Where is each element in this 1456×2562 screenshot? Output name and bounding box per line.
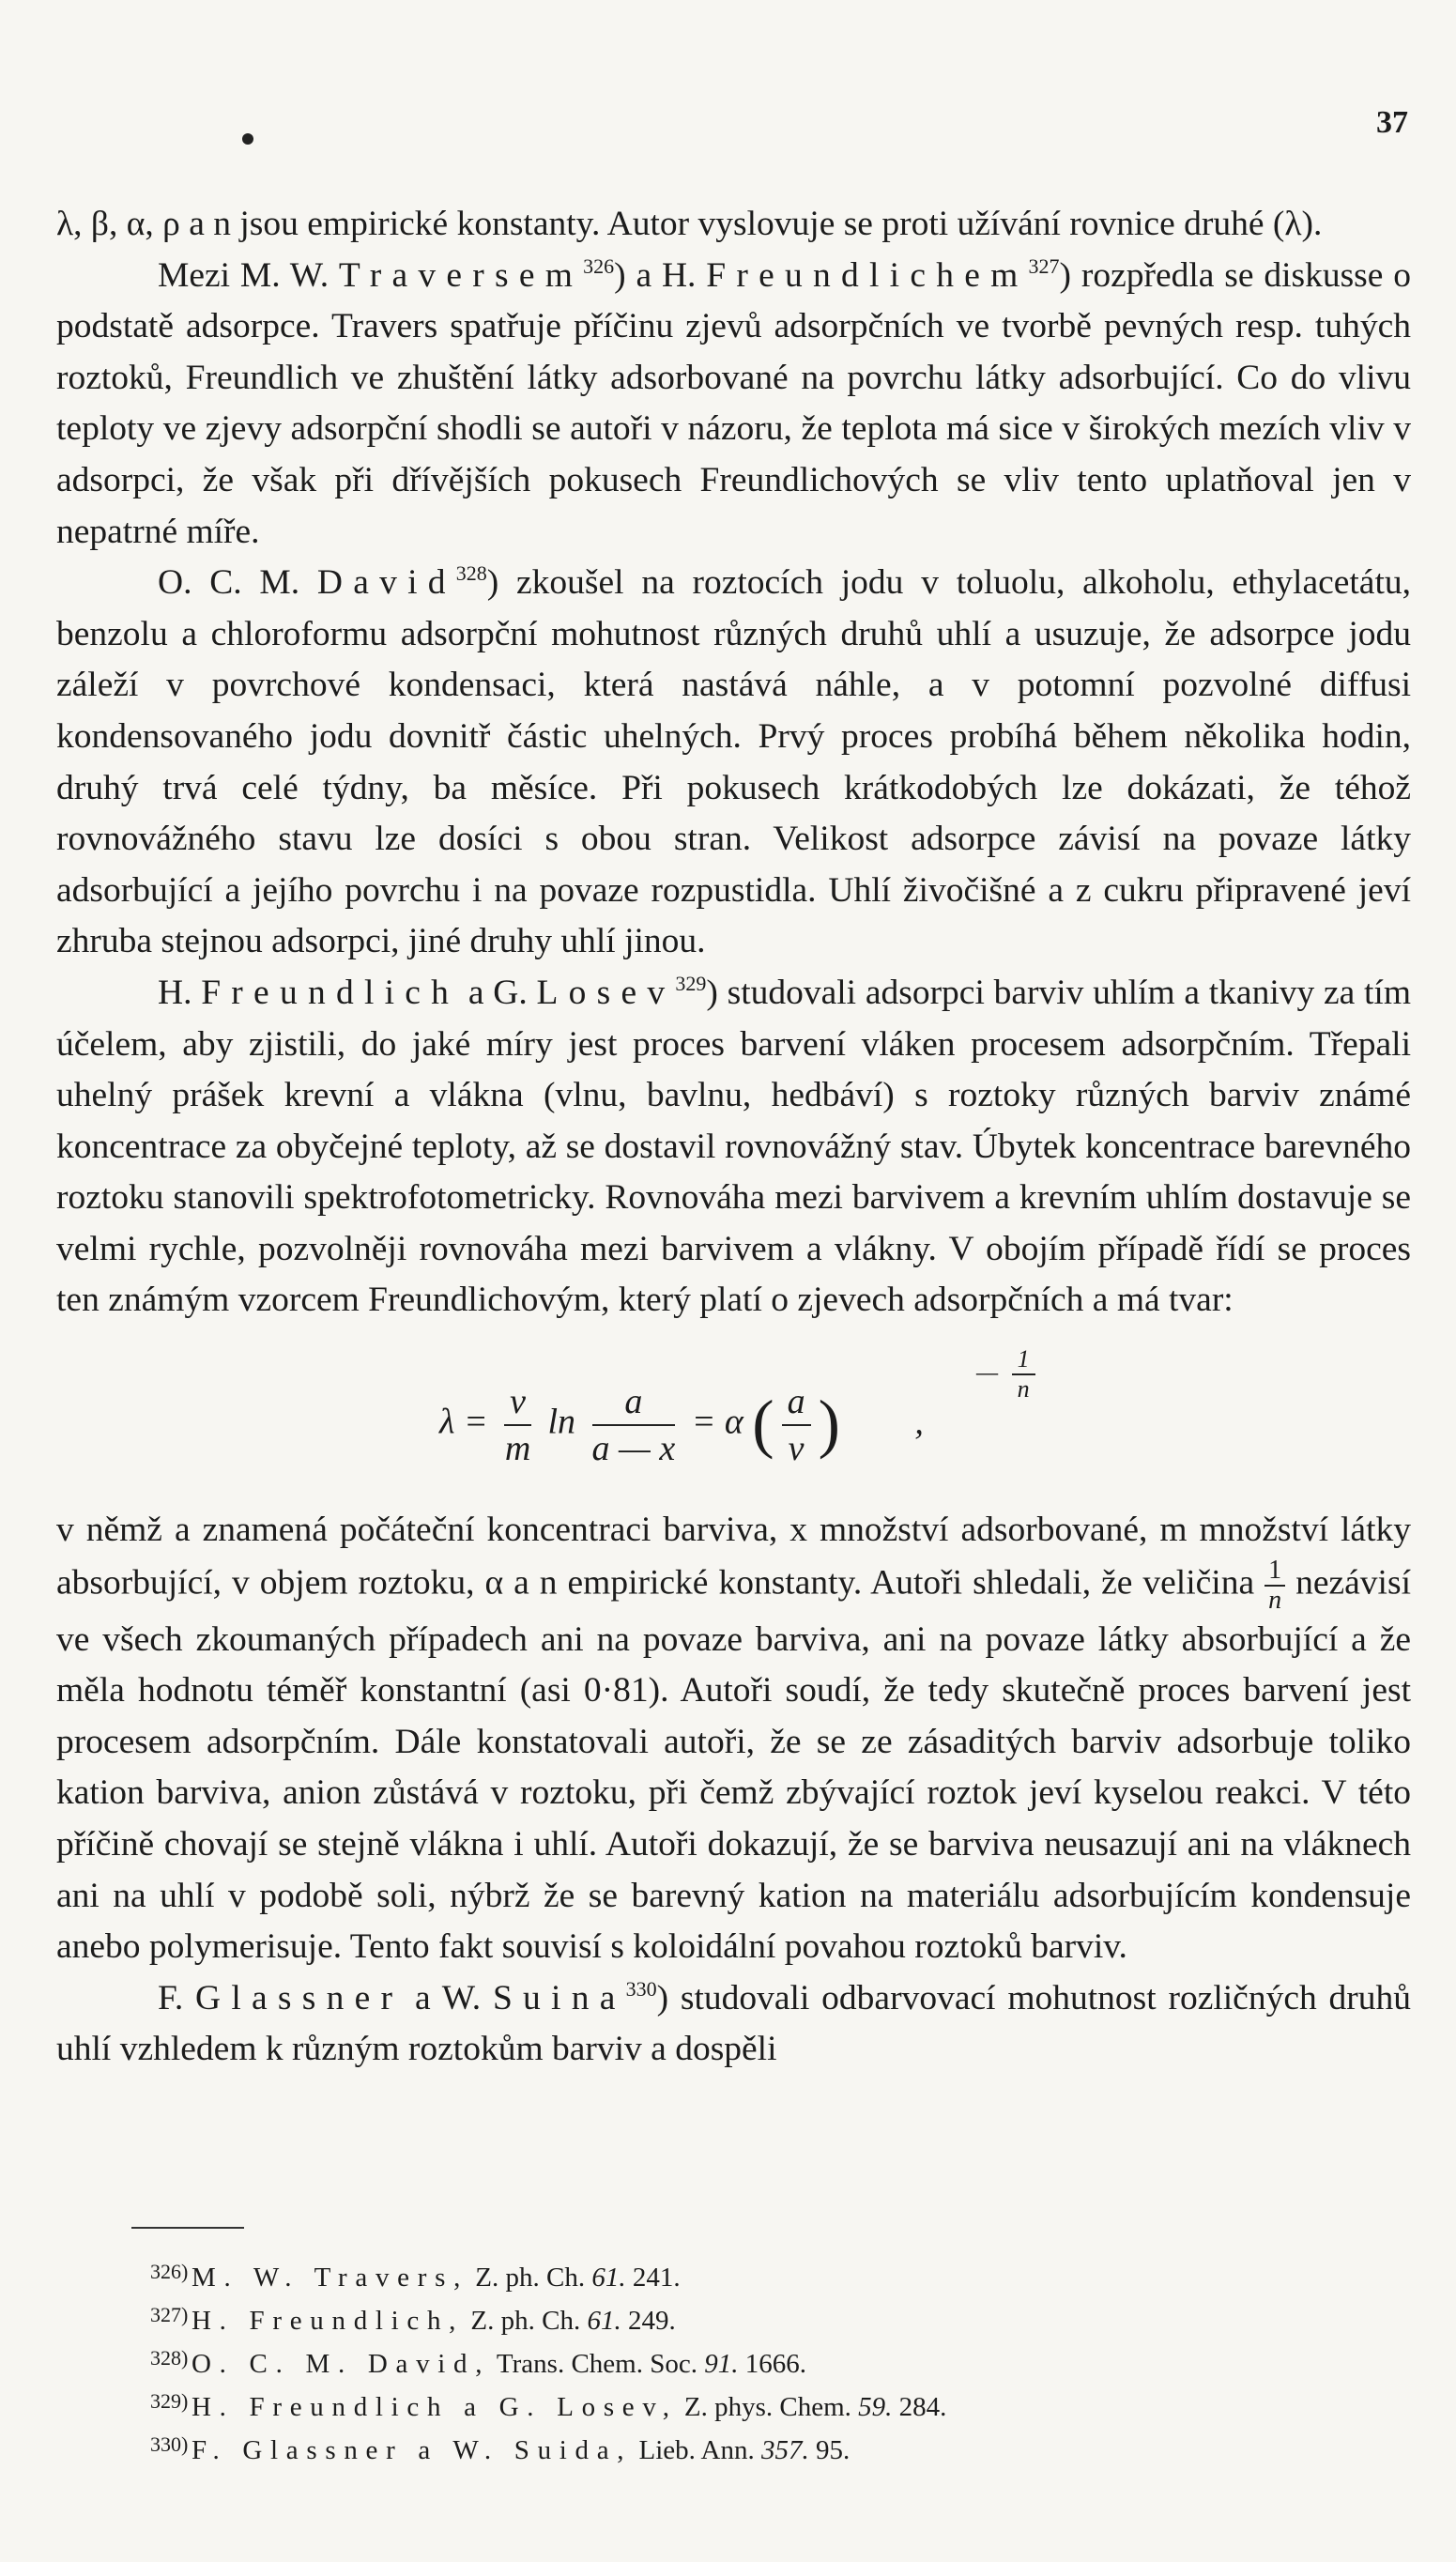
footnote-volume: 59. bbox=[858, 2392, 893, 2422]
footnote-329 bbox=[150, 2383, 1277, 2426]
frac-num-a: a bbox=[592, 1379, 676, 1426]
footnote-author: O. C. M. David, bbox=[192, 2349, 491, 2379]
paragraph-2 bbox=[56, 251, 1411, 559]
body-text bbox=[56, 199, 1411, 2076]
author-losev: Losev bbox=[536, 973, 676, 1012]
frac-num-a2: a bbox=[782, 1379, 811, 1426]
footnote-mark: 326) bbox=[150, 2260, 189, 2283]
author-freundlichem: Freundlichem bbox=[706, 255, 1029, 295]
footnote-page: 284. bbox=[892, 2392, 947, 2422]
footnote-author: H. Freundlich a G. Losev, bbox=[192, 2392, 678, 2422]
paragraph-5 bbox=[56, 1505, 1411, 1973]
footnote-author: F. Glassner a W. Suida, bbox=[192, 2435, 633, 2465]
paragraph-1 bbox=[56, 199, 1411, 251]
footnote-author: M. W. Travers, bbox=[192, 2263, 469, 2293]
paragraph-3 bbox=[56, 558, 1411, 968]
footnote-source: Trans. Chem. Soc. bbox=[490, 2349, 705, 2379]
footnote-mark: 330) bbox=[150, 2432, 189, 2456]
exp-minus: — bbox=[976, 1358, 999, 1387]
footnote-page: 249. bbox=[621, 2306, 676, 2336]
footnote-rule bbox=[131, 2227, 244, 2229]
author-david: David bbox=[316, 563, 456, 603]
page-dot-mark bbox=[242, 133, 253, 145]
p3-text-2: ) zkoušel na roztocích jodu v toluolu, alkoholu, ethylacetátu, benzolu a chloroformu adsorpční mohutnost různých druhů uhlí a usuzuje, že adsorpce jodu záleží v povrchové kondensaci, která nastává náhle, a v potomní pozvolné diffusi kondensovaného jodu dovnitř částic uhelných. Prvý proces probíhá během několika hodin, druhý trvá celé týdny, ba měsíce. Při pokusech krátkodobých lze dokázati, že téhož rovnovážného stavu lze dosíci s obou stran. Velikost adsorpce závisí na povaze látky adsorbující a jejího povrchu i na povaze rozpustidla. Uhlí živočišné a z cukru připravené jeví zhruba stejnou adsorpci, jiné druhy uhlí jinou. bbox=[56, 563, 1411, 961]
author-suina: Suina bbox=[492, 1978, 626, 2017]
p6-text-3: ) studovali odbarvovací mohutnost rozličných druhů uhlí vzhledem k různým roztokům barviv a dospěli bbox=[56, 1978, 1412, 2069]
footnote-page: 95. bbox=[808, 2435, 851, 2465]
p6-text-2: a W. bbox=[403, 1978, 493, 2017]
p4-text-3: ) studovali adsorpci barviv uhlím a tkanivy za tím účelem, aby zjistili, do jaké míry jest proces barvení vláken procesem adsorpčním. Třepali uhelný prášek krevní a vlákna (vlnu, bavlnu, hedbáví) s roztoky různých barviv známé koncentrace za obyčejné teploty, až se dostavil rovnovážný stav. Úbytek koncentrace barevného roztoku stanovili spektrofotometricky. Rovnováha mezi barvivem a krevním uhlím dostavuje se velmi rychle, pozvolněji rovnováha mezi barvivem a vlákny. V obojím případě řídí se proces ten známým vzorcem Freundlichovým, který platí o zjevech adsorpčních a má tvar: bbox=[56, 973, 1411, 1320]
p4-text-2: a G. bbox=[459, 973, 537, 1012]
ref-327[interactable]: 327 bbox=[1028, 253, 1060, 278]
exp-num: 1 bbox=[1012, 1345, 1035, 1375]
footnote-volume: 357. bbox=[761, 2435, 809, 2465]
exp-fraction bbox=[1012, 1345, 1035, 1404]
footnote-volume: 61. bbox=[591, 2263, 626, 2293]
inline-frac-den: n bbox=[1268, 1585, 1282, 1615]
footnote-page: 1666. bbox=[738, 2349, 806, 2379]
formula-comma: , bbox=[914, 1402, 924, 1442]
ref-330[interactable]: 330 bbox=[625, 1976, 657, 2001]
ref-328[interactable]: 328 bbox=[455, 561, 487, 586]
page-number: 37 bbox=[1376, 105, 1408, 140]
footnotes bbox=[150, 2253, 1277, 2469]
formula-eq-alpha: = α bbox=[691, 1402, 743, 1442]
footnote-326 bbox=[150, 2253, 1277, 2296]
p2-text-3: ) rozpředla se diskusse o podstatě adsorpce. Travers spatřuje příčinu zjevů adsorpčních ve tvorbě pevných resp. tuhých roztoků, Freundlich ve zhuštění látky adsorbované na povrchu látky adsorbující. Co do vlivu teploty ve zjevy adsorpční shodli se autoři v názoru, že teplota má sice v širokých mezích vliv v adsorpci, že však při dřívějších pokusech Freundlichových se vliv tento uplatňoval jen v nepatrné míře. bbox=[56, 255, 1411, 551]
formula-lhs: λ = bbox=[439, 1402, 488, 1442]
ref-329[interactable]: 329 bbox=[675, 971, 707, 995]
footnote-volume: 91. bbox=[704, 2349, 739, 2379]
paragraph-4 bbox=[56, 968, 1411, 1327]
footnote-source: Z. ph. Ch. bbox=[464, 2306, 588, 2336]
paragraph-1-text: λ, β, α, ρ a n jsou empirické konstanty. Autor vyslovuje se proti užívání rovnice druhé (λ). bbox=[56, 205, 1323, 243]
frac-den-a-minus-x: a — x bbox=[591, 1429, 676, 1469]
footnote-page: 241. bbox=[625, 2263, 681, 2293]
frac-den-m: m bbox=[504, 1429, 531, 1469]
footnote-volume: 61. bbox=[587, 2306, 621, 2336]
freundlich-formula bbox=[56, 1327, 1411, 1505]
paren-open: ( bbox=[752, 1388, 774, 1461]
footnote-source: Z. ph. Ch. bbox=[468, 2263, 592, 2293]
p5-text-1: v němž a znamená počáteční koncentraci barviva, x množství adsorbované, m množství látky absorbující, v objem roztoku, α a n empirické konstanty. Autoři shledali, že veličina bbox=[56, 1511, 1411, 1603]
fraction-v-over-m bbox=[504, 1379, 531, 1471]
p2-text-1: Mezi M. W. bbox=[158, 255, 339, 295]
footnote-source: Z. phys. Chem. bbox=[677, 2392, 859, 2422]
author-traversem: Traversem bbox=[338, 255, 584, 295]
inline-frac-num: 1 bbox=[1264, 1557, 1285, 1587]
footnote-mark: 327) bbox=[150, 2303, 189, 2326]
paren-close: ) bbox=[818, 1388, 840, 1461]
footnote-author: H. Freundlich, bbox=[192, 2306, 465, 2336]
author-glassner: Glassner bbox=[195, 1978, 404, 2017]
formula-exponent bbox=[976, 1345, 1043, 1404]
frac-den-v: v bbox=[788, 1429, 805, 1469]
formula-ln: ln bbox=[547, 1402, 576, 1442]
p6-text-1: F. bbox=[158, 1978, 196, 2017]
fraction-a-over-a-minus-x bbox=[592, 1379, 676, 1471]
footnote-mark: 328) bbox=[150, 2346, 189, 2370]
p2-text-2: ) a H. bbox=[614, 255, 707, 295]
author-freundlich: Freundlich bbox=[201, 973, 460, 1012]
footnote-327 bbox=[150, 2296, 1277, 2340]
formula-row bbox=[439, 1345, 1030, 1471]
inline-fraction-1-over-n bbox=[1264, 1557, 1285, 1615]
p3-text-1: O. C. M. bbox=[158, 563, 317, 603]
footnote-mark: 329) bbox=[150, 2389, 189, 2413]
footnote-328 bbox=[150, 2340, 1277, 2383]
ref-326[interactable]: 326 bbox=[583, 253, 615, 278]
fraction-a-over-v bbox=[782, 1379, 811, 1471]
paragraph-6 bbox=[56, 1973, 1411, 2076]
p5-text-2: nezávisí ve všech zkoumaných případech ani na povaze barviva, ani na povaze látky absorbující a že měla hodnotu téměř konstantní (asi 0·81). Autoři soudí, že tedy skutečně proces barvení jest procesem adsorpčním. Dále konstatovali autoři, že se ze zásaditých barviv adsorbuje toliko kation barviva, anion zůstává v roztoku, při čemž zbývající roztok jeví kyselou reakci. V této příčině chovají se stejně vlákna i uhlí. Autoři dokazují, že se barviva neusazují ani na vláknech ani na uhlí v podobě soli, nýbrž že se barevný kation na materiálu adsorbujícím kondensuje anebo polymerisuje. Tento fakt souvisí s koloidální povahou roztoků barviv. bbox=[56, 1563, 1411, 1967]
footnote-source: Lieb. Ann. bbox=[632, 2435, 761, 2465]
p4-text-1: H. bbox=[158, 973, 202, 1012]
footnote-330 bbox=[150, 2426, 1277, 2469]
exp-den: n bbox=[1017, 1375, 1030, 1404]
frac-num-v: v bbox=[504, 1379, 531, 1426]
